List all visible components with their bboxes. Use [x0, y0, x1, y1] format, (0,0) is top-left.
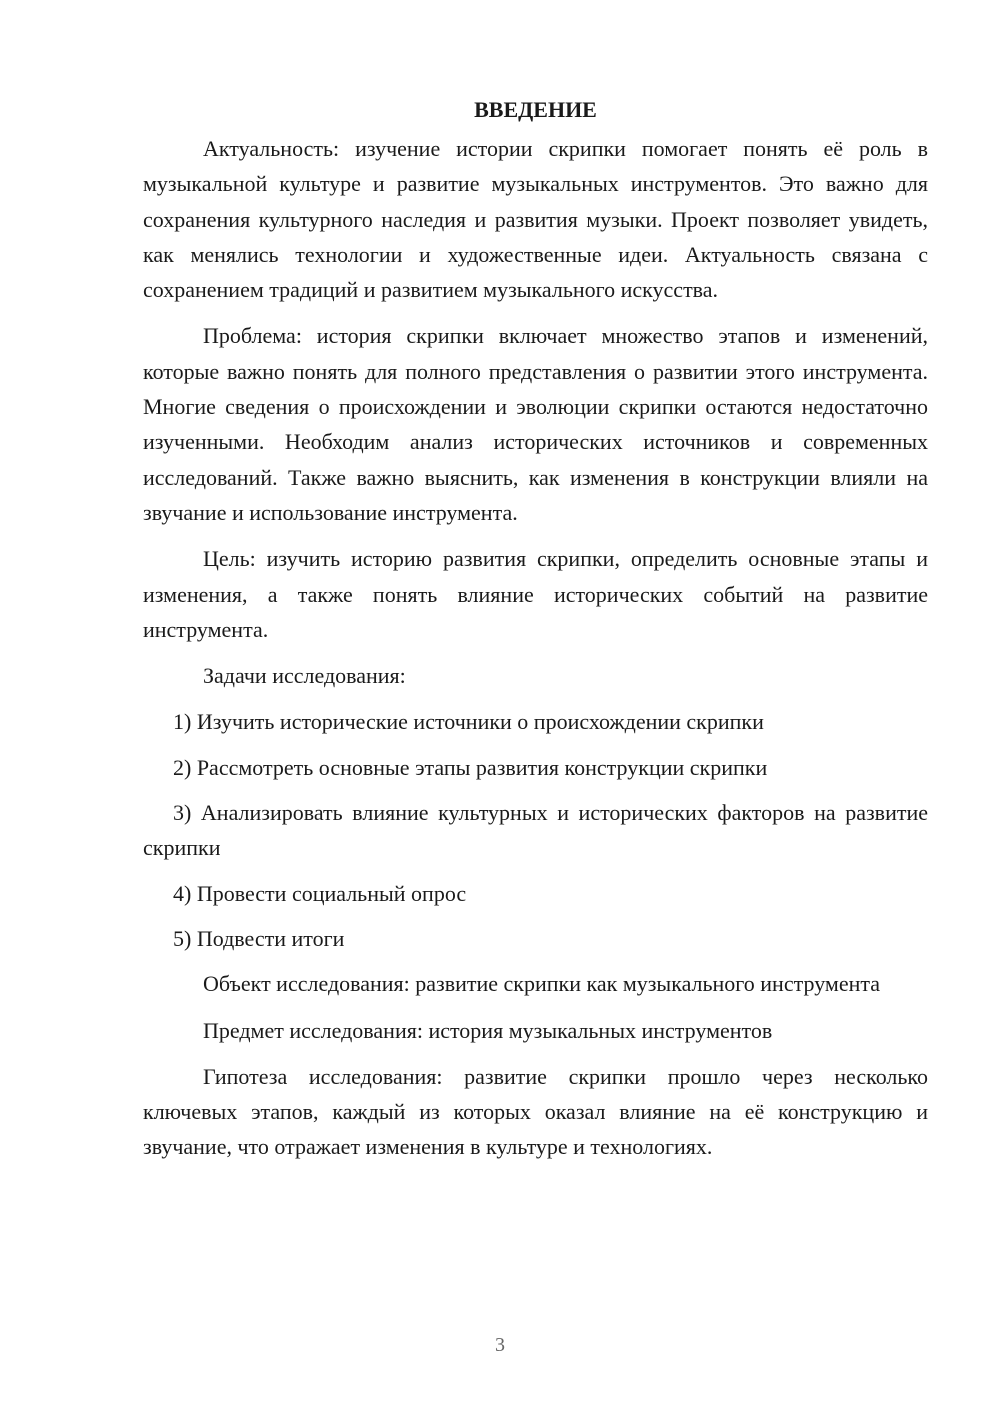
- list-item: 3) Анализировать влияние культурных и исторических факторов на развитие скрипки: [143, 800, 928, 861]
- tasks-list: [143, 704, 928, 956]
- problem-paragraph: Проблема: история скрипки включает множество этапов и изменений, которые важно понять для полного представления о развитии этого инструмента. Многие сведения о происхождении и эволюции скрипки остаются недостаточно изученными. Необходим анализ исторических источников и современных исследований. Также важно выяснить, как изменения в конструкции влияли на звучание и использование инструмента.: [143, 323, 928, 525]
- list-item: 1) Изучить исторические источники о происхождении скрипки: [173, 709, 764, 735]
- page-title: ВВЕДЕНИЕ: [474, 97, 597, 122]
- tasks-heading: Задачи исследования:: [203, 663, 406, 689]
- list-item: 5) Подвести итоги: [173, 925, 345, 951]
- subject-paragraph: Предмет исследования: история музыкальных инструментов: [203, 1017, 773, 1043]
- list-item: 2) Рассмотреть основные этапы развития конструкции скрипки: [173, 754, 768, 780]
- page-number: 3: [495, 1334, 505, 1356]
- object-paragraph: Объект исследования: развитие скрипки как музыкального инструмента: [203, 971, 881, 997]
- document-page: [143, 92, 928, 1176]
- relevance-paragraph: Актуальность: изучение истории скрипки помогает понять её роль в музыкальной культуре и развитие музыкальных инструментов. Это важно для сохранения культурного наследия и развития музыки. Проект позволяет увидеть, как менялись технологии и художественные идеи. Актуальность связана с сохранением традиций и развитием музыкального искусства.: [143, 136, 928, 303]
- goal-paragraph: Цель: изучить историю развития скрипки, определить основные этапы и изменения, а также понять влияние исторических событий на развитие инструмента.: [143, 546, 928, 642]
- hypothesis-paragraph: Гипотеза исследования: развитие скрипки прошло через несколько ключевых этапов, каждый из которых оказал влияние на её конструкцию и звучание, что отражает изменения в культуре и технологиях.: [143, 1063, 928, 1160]
- list-item: 4) Провести социальный опрос: [173, 880, 467, 906]
